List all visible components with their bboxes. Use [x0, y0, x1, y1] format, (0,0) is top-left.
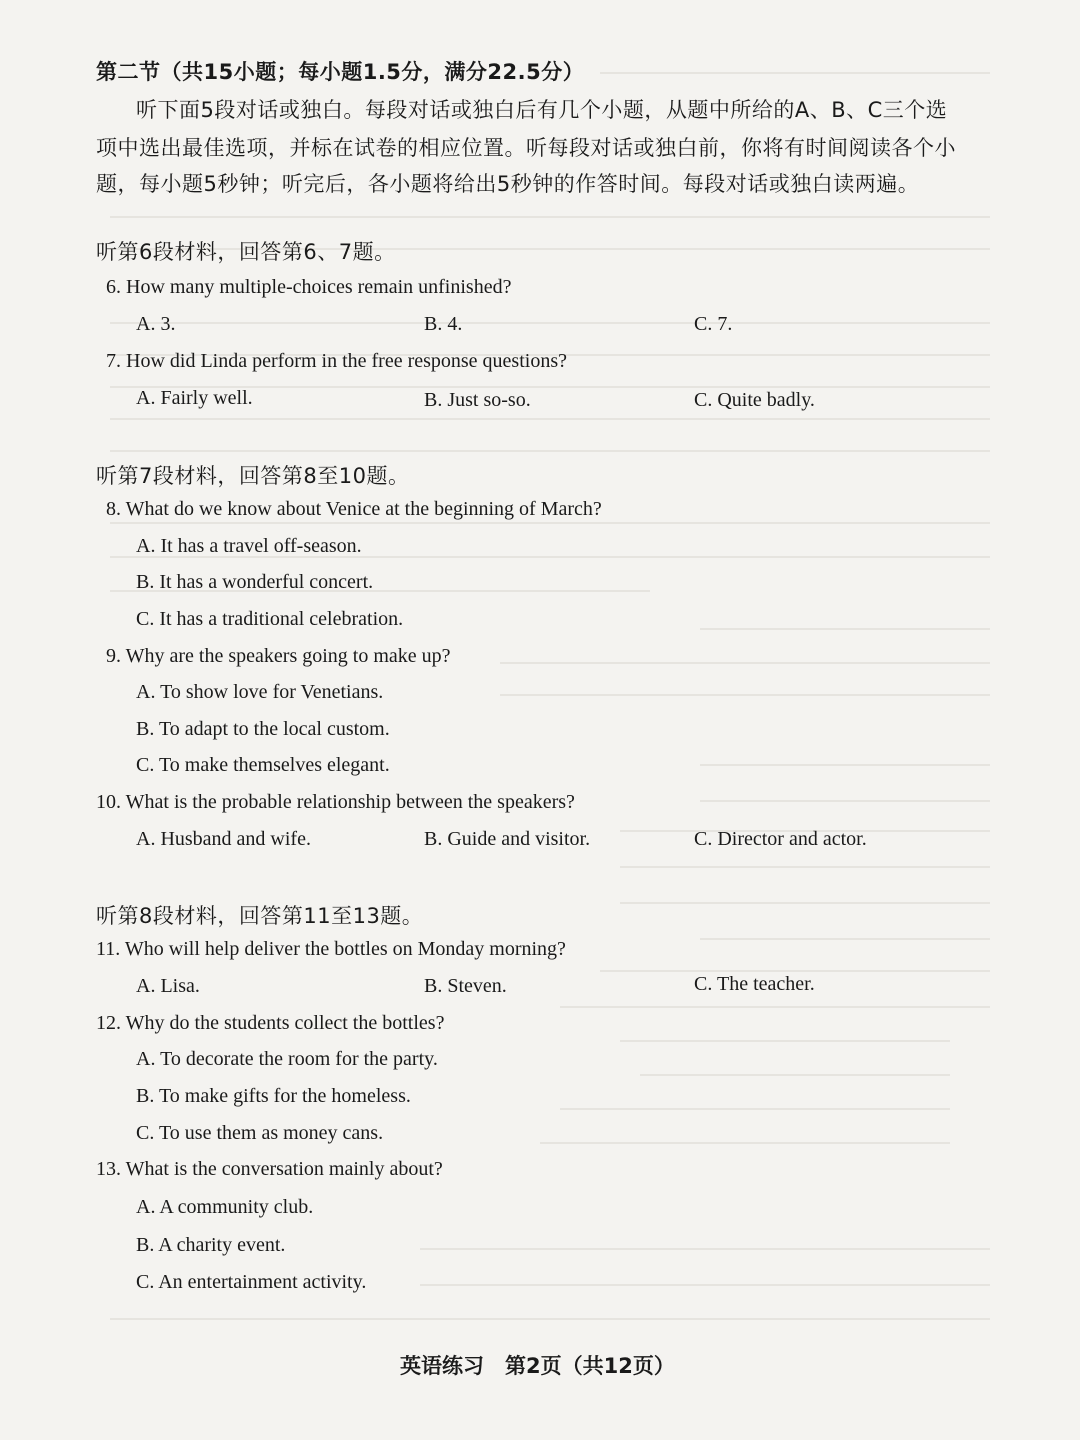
- option-c: C. To make themselves elegant.: [136, 754, 390, 776]
- instruction-line-3: 题，每小题5秒钟；听完后，各小题将给出5秒钟的作答时间。每段对话或独白读两遍。: [96, 172, 920, 196]
- option-b: B. A charity event.: [136, 1234, 286, 1256]
- option-c: C. The teacher.: [694, 973, 815, 995]
- option-c: C. It has a traditional celebration.: [136, 608, 404, 630]
- question-stem: 11. Who will help deliver the bottles on Monday morning?: [96, 938, 566, 960]
- question-stem: 6. How many multiple-choices remain unfinished?: [106, 276, 512, 298]
- option-c: C. 7.: [694, 313, 733, 335]
- option-b: B. To make gifts for the homeless.: [136, 1085, 411, 1107]
- section-heading: 第二节（共15小题；每小题1.5分，满分22.5分）: [96, 60, 585, 84]
- option-c: C. To use them as money cans.: [136, 1122, 384, 1144]
- option-a: A. Lisa.: [136, 975, 200, 997]
- option-b: B. To adapt to the local custom.: [136, 718, 390, 740]
- option-c: C. Quite badly.: [694, 389, 815, 411]
- group-title: 听第7段材料，回答第8至10题。: [96, 464, 410, 488]
- question-stem: 13. What is the conversation mainly about?: [96, 1158, 443, 1180]
- question-stem: 7. How did Linda perform in the free response questions?: [106, 350, 567, 372]
- question-stem: 8. What do we know about Venice at the beginning of March?: [106, 498, 602, 520]
- option-c: C. An entertainment activity.: [136, 1271, 367, 1293]
- option-a: A. Fairly well.: [136, 387, 253, 409]
- option-b: B. Guide and visitor.: [424, 828, 591, 850]
- option-a: A. It has a travel off-season.: [136, 535, 362, 557]
- option-a: A. To show love for Venetians.: [136, 681, 384, 703]
- option-b: B. 4.: [424, 313, 463, 335]
- option-c: C. Director and actor.: [694, 828, 867, 850]
- option-b: B. It has a wonderful concert.: [136, 571, 374, 593]
- group-title: 听第6段材料，回答第6、7题。: [96, 240, 396, 264]
- option-b: B. Just so-so.: [424, 389, 531, 411]
- question-stem: 12. Why do the students collect the bottles?: [96, 1012, 445, 1034]
- option-a: A. 3.: [136, 313, 176, 335]
- instruction-line-2: 项中选出最佳选项，并标在试卷的相应位置。听每段对话或独白前，你将有时间阅读各个小: [96, 136, 956, 160]
- option-b: B. Steven.: [424, 975, 507, 997]
- question-stem: 9. Why are the speakers going to make up?: [106, 645, 451, 667]
- option-a: A. Husband and wife.: [136, 828, 311, 850]
- option-a: A. A community club.: [136, 1196, 314, 1218]
- option-a: A. To decorate the room for the party.: [136, 1048, 438, 1070]
- question-stem: 10. What is the probable relationship between the speakers?: [96, 791, 575, 813]
- group-title: 听第8段材料，回答第11至13题。: [96, 904, 424, 928]
- instruction-line-1: 听下面5段对话或独白。每段对话或独白后有几个小题，从题中所给的A、B、C三个选: [136, 98, 948, 122]
- page-footer: 英语练习 第2页（共12页）: [400, 1354, 675, 1378]
